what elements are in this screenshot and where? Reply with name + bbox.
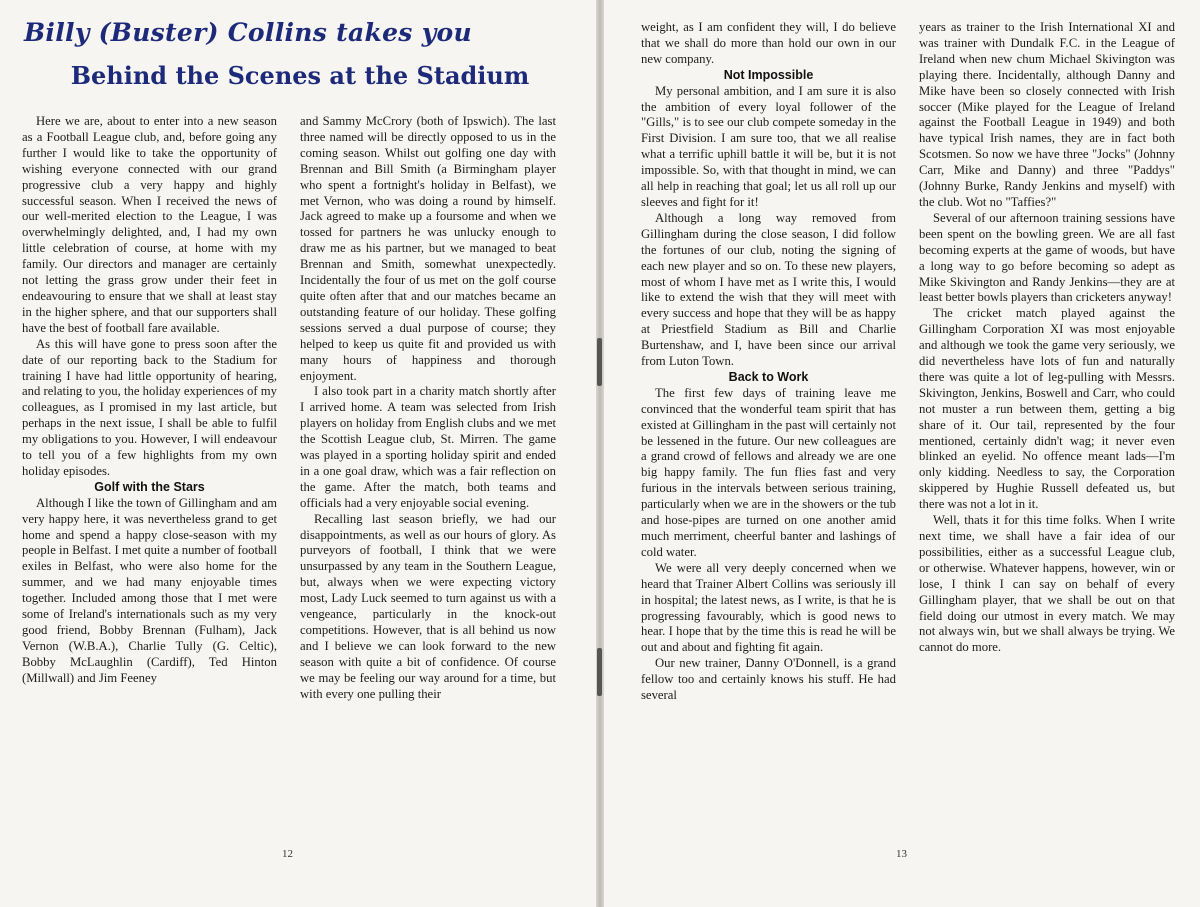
paragraph: Recalling last season briefly, we had our disappointments, as well as our hours of glory. As purveyors of football, I think that we were unsurpassed by any team in the Southern League, but, always when we were expecting victory most, Lady Luck seemed to turn against us with a vengeance, particularly in the knock-out competitions. However, that is all behind us now and I believe we can look forward to the new season with quite a bit of confidence. Of course we may be feeling our way around for a time, but with every one pulling their	[300, 511, 556, 701]
paragraph: Several of our afternoon training sessions have been spent on the bowling green. We are all fast becoming experts at the game of woods, but have a long way to go before becoming so adept as Mike Skivington and Randy Jenkins—they are at least better bowls players than cricketers anyway!	[919, 210, 1175, 305]
column-2	[300, 114, 556, 836]
left-page	[0, 0, 596, 907]
paragraph: As this will have gone to press soon after the date of our reporting back to the Stadium for training I have had little opportunity of hearing, and relating to you, the holiday experiences of my colleagues, as I promised in my last article, but perhaps in the next issue, I shall be able to fulfil my obligations to you. However, I will endeavour to tell you of a few highlights from my own holiday episodes.	[22, 336, 277, 478]
paragraph: Here we are, about to enter into a new season as a Football League club, and, before going any further I would like to take the opportunity of wishing everyone connected with our grand progressive club a very happy and highly successful season. When I received the news of our well-merited election to the League, I was overwhelmingly delighted, and, I had my own little celebration of course, at home with my family. Our directors and manager are certainly not letting the grass grow under their feet in endeavouring to ensure that we shall at least stay in the higher sphere, and that our supporters shall have the best of football fare available.	[22, 114, 277, 335]
section-heading-golf: Golf with the Stars	[94, 479, 205, 494]
staple	[597, 338, 602, 386]
paragraph: We were all very deeply concerned when we heard that Trainer Albert Collins was seriously ill in hospital; the latest news, as I write, is that he is progressing favourably, which is good news to hear. I hope that by the time this is read he will be out and about and fighting fit again.	[641, 560, 896, 655]
paragraph: The cricket match played against the Gillingham Corporation XI was most enjoyable and although we took the game very seriously, we did nevertheless have lots of fun and naturally there was quite a lot of leg-pulling with Messrs. Skivington, Jenkins, Boswell and Carr, who could not muster a run between them, getting a big share of it. Our tail, represented by the four mentioned, certainly didn't wag; it never even blinked an eyelid. No offence meant lads—I'm only kidding. Needless to say, the Corporation skippered by Hughie Russell defeated us, but there was not a lot in it.	[919, 306, 1175, 512]
column-1	[22, 114, 277, 836]
paragraph: My personal ambition, and I am sure it is also the ambition of every loyal follower of the "Gills," is to see our club compete someday in the First Division. I am sure too, that we all realise what a terrific uphill battle it will be, but it is not impossible. So, with that thought in mind, we can all help in reaching that goal; let us all roll up our sleeves and fight for it!	[641, 83, 896, 209]
paragraph: weight, as I am confident they will, I do believe that we shall do more than hold our own in our new company.	[641, 20, 896, 66]
paragraph: I also took part in a charity match shortly after I arrived home. A team was selected from Irish players on holiday from English clubs and we met the Scottish League club, St. Mirren. The game was played in a sporting holiday spirit and ended in a one goal draw, which was a fair reflection on the game. After the match, both teams and officials had a very enjoyable social evening.	[300, 384, 556, 510]
column-3	[641, 20, 896, 836]
paragraph: Although I like the town of Gillingham and am very happy here, it was nevertheless grand to get home and spend a happy close-season with my people in Belfast. I met quite a number of football exiles in Belfast, who were also home for the summer, and we had many enjoyable times together. Included among those that I met were some of Ireland's internationals such as my very good friend, Bobby Brennan (Fulham), Jack Vernon (W.B.A.), Charlie Tully (G. Celtic), Bobby McLaughlin (Cardiff), Ted Hinton (Millwall) and Jim Feeney	[22, 495, 277, 685]
staple	[597, 648, 602, 696]
page-number-right: 13	[896, 848, 907, 860]
section-heading-not-impossible: Not Impossible	[723, 67, 814, 82]
paragraph: Although a long way removed from Gillingham during the close season, I did follow the fortunes of our club, noting the signing of each new player and so on. To these new players, most of whom I have met as I write this, I would like to extend the wish that they will meet with every success and hope that they will be as happy at Priestfield Stadium as Bill and Charlie Burtenshaw, and I, have been since our arrival from Luton Town.	[641, 210, 896, 369]
section-heading-back-to-work: Back to Work	[728, 369, 809, 384]
paragraph: Our new trainer, Danny O'Donnell, is a grand fellow too and certainly knows his stuff. He had several	[641, 656, 896, 703]
paragraph: The first few days of training leave me convinced that the wonderful team spirit that has existed at Gillingham in the past will certainly not be lessened in the future. Our new colleagues are a grand crowd of fellows and already we are one big happy family. The fun flies fast and very furious in the intervals between serious training, particularly when we are in the showers or the tub and hose-pipes are turned on one another amid much merriment, cheerful banter and lashings of cold water.	[641, 385, 896, 559]
paragraph: Well, thats it for this time folks. When I write next time, we shall have a fair idea of our possibilities, either as a successful League club, or otherwise. Whatever happens, however, win or lose, I think I can say on behalf of every Gillingham player, that we shall be out on that field doing our utmost in every match. We may not always win, but we shall always be trying. We cannot do more.	[919, 513, 1175, 655]
page-number-left: 12	[282, 848, 293, 860]
article-byline-title: Billy (Buster) Collins takes you	[24, 18, 472, 47]
paragraph: and Sammy McCrory (both of Ipswich). The last three named will be directly opposed to us in the coming season. Whilst out golfing one day with Brennan and Bill Smith (a Birmingham player who spent a fortnight's holiday in Belfast), we met Vernon, who was doing a round by himself. Jack agreed to make up a foursome and when we tossed for partners he was unlucky enough to draw me as his partner, but we managed to beat Brennan and Smith, somewhat unexpectedly. Incidentally the four of us met on the golf course quite often after that and our matches became an outstanding feature of our holiday. These golfing sessions served a dual purpose of course; they helped to keep us quite fit and provided us with many hours of happiness and thorough enjoyment.	[300, 114, 556, 383]
column-4	[919, 20, 1175, 836]
article-title: Behind the Scenes at the Stadium	[70, 61, 530, 90]
paragraph: years as trainer to the Irish International XI and was trainer with Dundalk F.C. in the League of Ireland when new chum Michael Skivington was playing there. Incidentally, although Danny and Mike have been so closely connected with Irish soccer (Mike played for the League of Ireland against the Football League in 1949) and both have typical Irish names, they are in fact both Scotsmen. So now we have three "Jocks" (Johnny Carr, Mike and Danny) and three "Paddys" (Johnny Burke, Randy Jenkins and myself) with the club. Wot no "Taffies?"	[919, 20, 1175, 209]
binding-gutter	[596, 0, 604, 907]
